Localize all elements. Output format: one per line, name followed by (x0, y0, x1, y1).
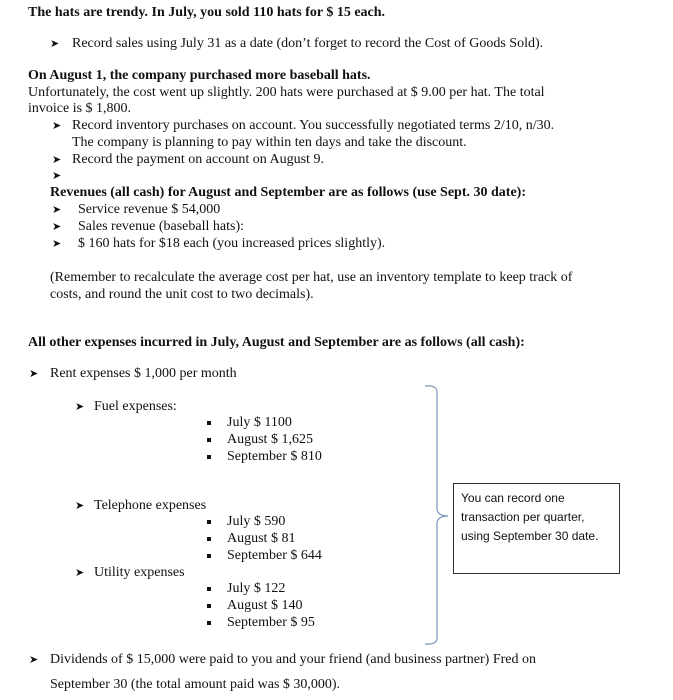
square-bullet-icon (207, 421, 211, 425)
arrow-bullet-icon: ➤ (52, 238, 62, 250)
fuel-item: September $ 810 (227, 449, 322, 464)
expenses-heading: All other expenses incurred in July, August and September are as follows (all cash): (28, 335, 525, 350)
square-bullet-icon (207, 554, 211, 558)
arrow-bullet-icon: ➤ (52, 204, 62, 216)
fuel-label: Fuel expenses: (94, 399, 177, 414)
telephone-label: Telephone expenses (94, 498, 207, 513)
utility-label: Utility expenses (94, 565, 185, 580)
rent-expense: Rent expenses $ 1,000 per month (50, 366, 237, 381)
intro-heading: The hats are trendy. In July, you sold 110 hats for $ 15 each. (28, 5, 386, 20)
arrow-bullet-icon: ➤ (52, 154, 62, 166)
purchase-text: Unfortunately, the cost went up slightly. 200 hats were purchased at $ 9.00 per hat. The total (28, 85, 545, 100)
utility-item: September $ 95 (227, 615, 315, 630)
purchase-text: invoice is $ 1,800. (28, 101, 132, 116)
fuel-item: July $ 1100 (227, 415, 292, 430)
arrow-bullet-icon: ➤ (75, 401, 85, 413)
purchase-bullet: The company is planning to pay within ten days and take the discount. (72, 135, 467, 150)
utility-item: July $ 122 (227, 581, 286, 596)
square-bullet-icon (207, 537, 211, 541)
dividends-text: September 30 (the total amount paid was $ 30,000). (50, 677, 341, 692)
fuel-item: August $ 1,625 (227, 432, 313, 447)
arrow-bullet-icon: ➤ (75, 500, 85, 512)
callout-text: transaction per quarter, (461, 510, 585, 524)
intro-bullet: Record sales using July 31 as a date (don’t forget to record the Cost of Goods Sold). (72, 36, 544, 51)
arrow-bullet-icon: ➤ (52, 170, 62, 182)
arrow-bullet-icon: ➤ (75, 567, 85, 579)
square-bullet-icon (207, 520, 211, 524)
revenue-item: Sales revenue (baseball hats): (78, 219, 244, 234)
purchase-bullet: Record the payment on account on August 9. (72, 152, 324, 167)
square-bullet-icon (207, 455, 211, 459)
dividends-text: Dividends of $ 15,000 were paid to you and your friend (and business partner) Fred on (50, 652, 537, 667)
callout-text: You can record one (461, 491, 565, 505)
utility-item: August $ 140 (227, 598, 303, 613)
revenue-note: costs, and round the unit cost to two decimals). (50, 287, 314, 302)
purchase-bullet: Record inventory purchases on account. You successfully negotiated terms 2/10, n/30. (72, 118, 555, 133)
revenue-item: $ 160 hats for $18 each (you increased prices slightly). (78, 236, 386, 251)
revenue-item: Service revenue $ 54,000 (78, 202, 221, 217)
arrow-bullet-icon: ➤ (52, 120, 62, 132)
arrow-bullet-icon: ➤ (52, 221, 62, 233)
revenues-heading: Revenues (all cash) for August and September are as follows (use Sept. 30 date): (50, 185, 526, 200)
arrow-bullet-icon: ➤ (50, 38, 60, 50)
arrow-bullet-icon: ➤ (29, 654, 39, 666)
arrow-bullet-icon: ➤ (29, 368, 39, 380)
callout-box (453, 483, 620, 574)
callout-text: using September 30 date. (461, 529, 599, 543)
telephone-item: August $ 81 (227, 531, 296, 546)
square-bullet-icon (207, 438, 211, 442)
square-bullet-icon (207, 587, 211, 591)
revenue-note: (Remember to recalculate the average cost per hat, use an inventory template to keep track of (50, 270, 573, 285)
square-bullet-icon (207, 604, 211, 608)
telephone-item: September $ 644 (227, 548, 322, 563)
telephone-item: July $ 590 (227, 514, 286, 529)
square-bullet-icon (207, 621, 211, 625)
purchase-heading: On August 1, the company purchased more baseball hats. (28, 68, 371, 83)
